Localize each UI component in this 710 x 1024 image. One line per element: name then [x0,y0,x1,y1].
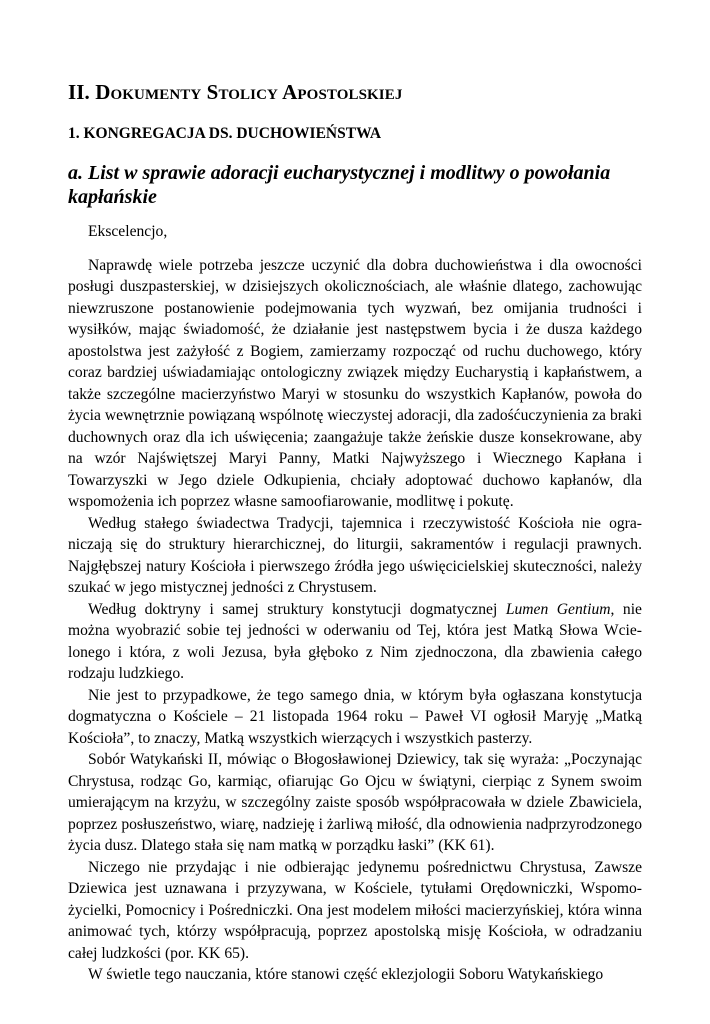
paragraph-5: Sobór Watykański II, mówiąc o Błogosławionej Dziewicy, tak się wyraża: „Poczynając Chrystusa, rodząc Go, karmiąc, ofiarując Go Ojcu w świątyni, cierpiąc z Synem swoim umierającym na krzyżu, w szczególny zaiste sposób współpracowała w dziele Zbawiciela, poprzez posłuszeństwo, wiarę, nadzieję i żarliwą miłość, dla odnowienia nadprzyrodzonego życia dusz. Dlatego stała się nam matką w porządku łaski” (KK 61). [68,751,642,854]
paragraph-3-before: Według doktryny i samej struktury konstytucji dogmatycznej [88,600,506,618]
chapter-title-prefix: II. [68,80,96,104]
chapter-title [68,78,642,106]
paragraph-7: W świetle tego nauczania, które stanowi część eklezjologii Soboru Watykańskiego [88,966,604,983]
chapter-title-text: Dokumenty Stolicy Apostolskiej [95,80,403,104]
section-title: 1. KONGREGACJA DS. DUCHOWIEŃSTWA [68,125,382,142]
letter-body [68,221,642,986]
paragraph-4: Nie jest to przypadkowe, że tego samego dnia, w którym była ogłaszana konstytucja dogmatyczna o Kościele – 21 listopada 1964 roku – Paweł VI ogłosił Maryję „Matką Kościoła”, to znaczy, Matką wszystkich wierzących i wszystkich pasterzy. [68,686,642,747]
salutation: Ekscelencjo, [88,223,168,240]
paragraph-3-after: , nie można wyobrazić sobie tej jedności w oderwaniu od Tej, która jest Matką Słowa Wcielonego i która, z woli Jezusa, była głęboko z Nim zjednoczona, dla zbawienia całego rodzaju ludzkiego. [68,600,642,682]
paragraph-3 [68,599,642,685]
paragraph-6: Niczego nie przydając i nie odbierając jedynemu pośrednictwu Chrystusa, Zawsze Dziewica jest uznawana i przyzywana, w Kościele, tytułami Orędowniczki, Wspomożycielki, Pomocnicy i Pośredniczki. Ona jest modelem miłości macierzyńskiej, która winna animować tych, którzy współpracują, poprzez apostolską misję Kościoła, w odradzaniu całej ludzkości (por. KK 65). [68,858,642,962]
paragraph-1: Naprawdę wiele potrzeba jeszcze uczynić dla dobra duchowieństwa i dla owocności posługi duszpasterskiej, w dzisiejszych okolicznościach, ale właśnie dlatego, zachowując niewzruszone postanowienie podejmowania tych wyzwań, bez omijania trudności i wysiłków, mając świadomość, że działanie jest następstwem bycia i że dusza każdego apostolstwa jest zażyłość z Bogiem, zamierzamy rozpocząć od ruchu duchowego, który coraz bardziej uświadamiając ontologiczny związek między Eucharystią i kapłaństwem, a także szczególne macierzyństwo Maryi w stosunku do wszystkich Kapłanów, powoła do życia wewnętrznie powiązaną wspólnotę wieczystej adoracji, dla zadośćuczynienia za braki duchownych oraz dla ich uświęcenia; zaangażuje także żeńskie dusze konsekrowane, aby na wzór Najświętszej Maryi Panny, Matki Najwyższego i Wiecznego Kapłana i Towarzyszki w Jego dziele Odkupienia, chciały adoptować duchowo kapłanów, dla wspomożenia ich poprzez własne samoofiarowanie, modlitwę i pokutę. [68,256,642,510]
lumen-gentium-title: Lumen Gentium [505,600,611,618]
subsection-title: a. List w sprawie adoracji eucharystycznej i modlitwy o powołania kapłańskie [68,162,611,208]
document-page [68,78,642,986]
paragraph-2: Według stałego świadectwa Tradycji, tajemnica i rzeczywistość Kościoła nie ograniczają się do struktury hierarchicznej, do liturgii, sakramentów i regulacji prawnych. Najgłębszej natury Kościoła i pierwszego źródła jego uświęcicielskiej skuteczności, należy szukać w jego mistycznej jedności z Chrystusem. [68,514,642,596]
